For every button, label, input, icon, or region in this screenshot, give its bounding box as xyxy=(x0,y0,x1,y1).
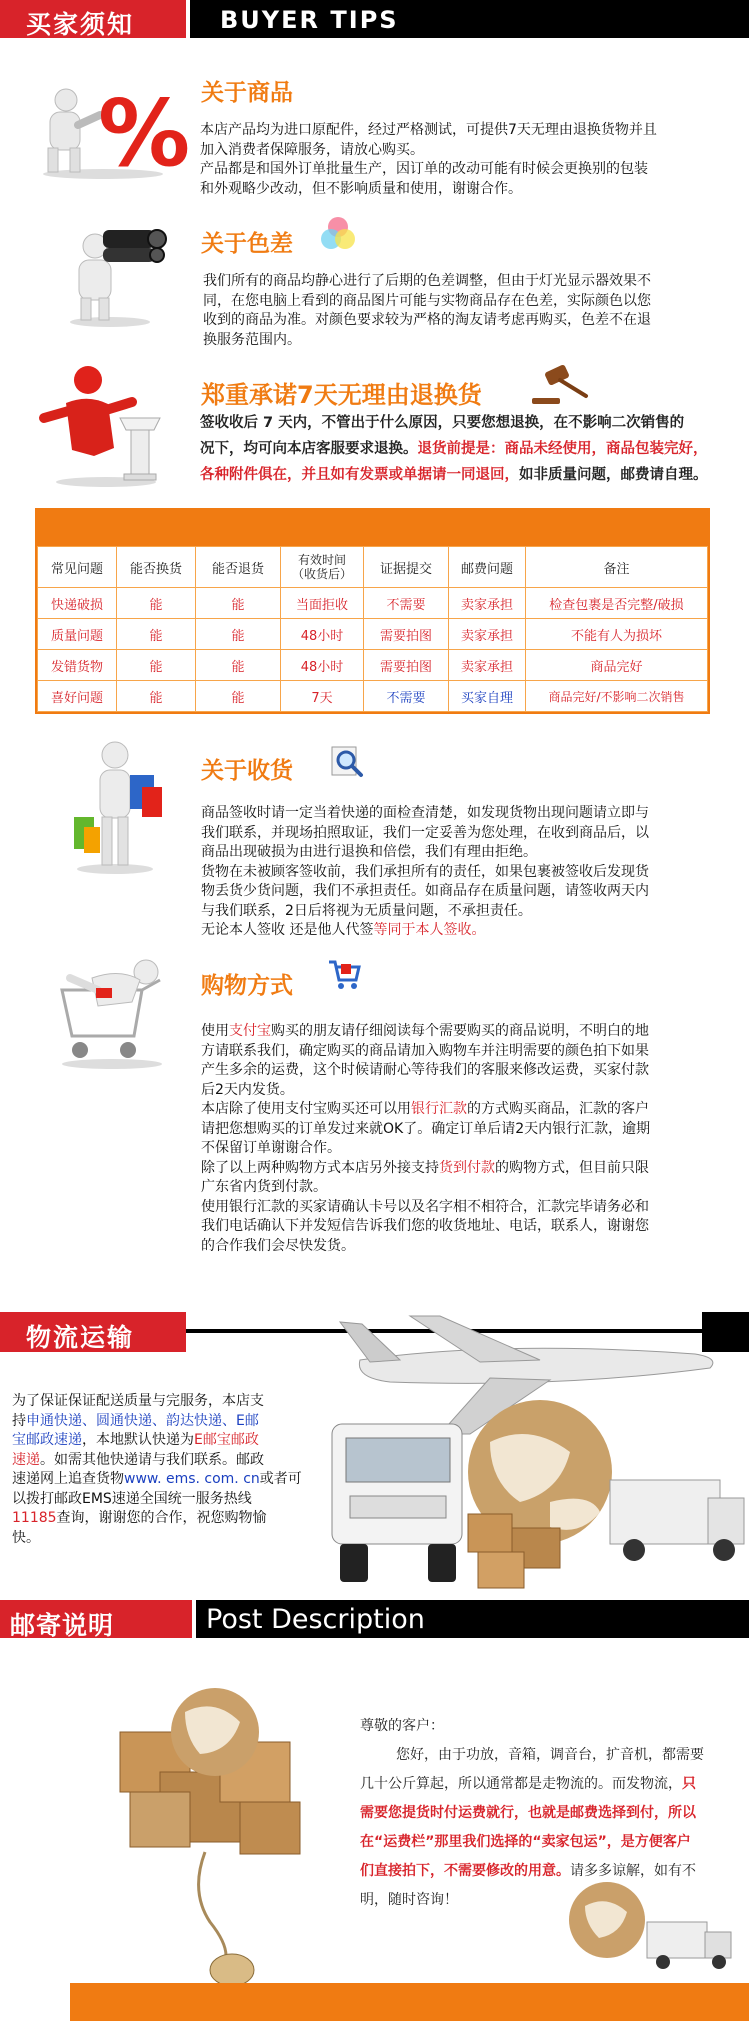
default-courier-highlight: E邮宝邮政 xyxy=(194,1432,259,1448)
exchange-cell: 能 xyxy=(117,650,196,681)
courier-list-highlight: 申通快递、圆通快递、韵达快递、E邮 xyxy=(26,1412,259,1429)
time-cell: 48小时 xyxy=(281,619,364,650)
about-goods-line: 产品都是和国外订单批量生产，因订单的改动可能有时候会更换别的包装 xyxy=(200,161,648,177)
logistics-line: 为了保证保证配送质量与完服务，本店支 xyxy=(12,1393,264,1409)
post-l2a: 几十公斤算起，所以通常都是走物流的。而发物流， xyxy=(360,1776,682,1792)
shopping-line: 使用银行汇款的买家请确认卡号以及名字相不相符合，汇款完毕请务必和 xyxy=(201,1198,649,1215)
color-diff-text xyxy=(203,272,733,350)
table-header-cell: 能否退货 xyxy=(196,547,281,588)
post-no-modify-red: 们直接拍下，不需要修改的用意。 xyxy=(360,1863,570,1879)
refund-cell: 能 xyxy=(196,650,281,681)
cart-icon xyxy=(326,956,362,992)
table-row xyxy=(38,650,708,681)
shopping-p2b: 的方式购买商品，汇款的客户 xyxy=(467,1101,649,1117)
post-line: 明，随时咨询！ xyxy=(360,1892,458,1908)
color-diff-line: 我们所有的商品均静心进行了后期的色差调整，但由于灯光显示器效果不 xyxy=(203,273,651,289)
post-pay-on-delivery-red: 需要您提货时付运费就行，也就是邮费选择到付，所以 xyxy=(360,1805,696,1821)
shopping-p3a: 除了以上两种购物方式本店另外接支持 xyxy=(201,1159,439,1176)
boxes-globe-mouse-illustration xyxy=(100,1672,320,1992)
return-attachments-red: 各种附件俱在，并且如有发票或单据请一同退回， xyxy=(200,467,519,483)
receiving-title: 关于收货 xyxy=(201,758,293,784)
table-header-cell: 邮费问题 xyxy=(449,547,526,588)
return-promise-line2: 况下，均可向本店客服要求退换。 xyxy=(200,441,418,457)
receiving-line: 商品签收时请一定当着快递的面检查清楚，如发现货物出现问题请立即与 xyxy=(201,805,649,821)
header-cn-title: 买家须知 xyxy=(26,10,135,39)
shopping-line: 我们电话确认下并发短信告诉我们您的收货地址、电话，联系人，谢谢您 xyxy=(201,1218,649,1234)
color-diff-line: 换服务范围内。 xyxy=(203,331,301,348)
table-header-cell: 证据提交 xyxy=(364,547,449,588)
shopping-line: 请把您想购买的订单发过来就OK了。确定订单后请2天内银行汇款，逾期 xyxy=(201,1120,651,1137)
logistics-t7b: 查询，谢谢您的合作，祝您购物愉 xyxy=(56,1510,267,1526)
post-cn-title: 邮寄说明 xyxy=(10,1611,115,1640)
binoculars-figure-illustration xyxy=(55,218,175,328)
header-en-banner xyxy=(190,0,749,38)
problem-cell: 喜好问题 xyxy=(38,681,117,712)
shopping-bags-figure-illustration xyxy=(60,735,170,875)
post-en-title: Post Description xyxy=(206,1604,425,1635)
receiving-text xyxy=(201,804,736,941)
return-condition-red: 退货前提是：商品未经使用，商品包装完好， xyxy=(417,441,708,457)
hotline-number: 11185 xyxy=(12,1510,57,1526)
color-circles-icon xyxy=(318,214,358,254)
shopping-line: 不保留订单谢谢合作。 xyxy=(201,1140,341,1156)
receiving-line: 物丢货少货问题，我们不承担责任。如商品存在质量问题，请签收两天内 xyxy=(201,883,649,899)
ems-website-link[interactable]: www. ems. com. cn xyxy=(124,1471,260,1487)
table-header-cell: 有效时间 （收货后） xyxy=(281,547,364,588)
post-l2-red: 只 xyxy=(682,1776,696,1792)
about-goods-title: 关于商品 xyxy=(201,80,293,106)
shopping-p1a: 使用 xyxy=(201,1023,229,1039)
receiving-line: 货物在未被顾客签收前，我们承担所有的责任，如果包裹被签收后发现货 xyxy=(201,863,649,880)
percent-figure-illustration xyxy=(28,70,191,187)
table-header-cell: 能否换货 xyxy=(117,547,196,588)
color-diff-title: 关于色差 xyxy=(201,231,293,257)
post-line: 您好，由于功放，音箱，调音台，扩音机，都需要 xyxy=(396,1747,704,1763)
color-diff-line: 收到的商品为准。对颜色要求较为严格的淘友请考虑再购买，色差不在退 xyxy=(203,312,651,328)
header-en-title: BUYER TIPS xyxy=(220,6,399,34)
shopping-line: 广东省内货到付款。 xyxy=(201,1179,327,1195)
table-header-cell: 备注 xyxy=(526,547,708,588)
post-en-banner xyxy=(196,1600,749,1638)
courier-list-highlight-2: 宝邮政速递 xyxy=(12,1432,82,1448)
evidence-cell: 不需要 xyxy=(364,681,449,712)
return-postage-note: 如非质量问题，邮费请自理。 xyxy=(519,467,708,483)
logistics-line: 以拨打邮政EMS速递全国统一服务热线 xyxy=(12,1490,252,1507)
svg-text:%: % xyxy=(98,80,191,187)
evidence-cell: 需要拍图 xyxy=(364,619,449,650)
table-row xyxy=(38,619,708,650)
return-promise-text xyxy=(200,410,740,488)
small-globe-truck-illustration xyxy=(555,1878,740,1978)
shopping-p3b: 的购物方式，但目前只限 xyxy=(495,1159,649,1176)
shopping-line: 产生多余的运费，这个时候请耐心等待我们的客服来修改运费，买家付款 xyxy=(201,1062,649,1078)
refund-cell: 能 xyxy=(196,588,281,619)
bank-transfer-highlight: 银行汇款 xyxy=(411,1101,467,1117)
logistics-t3b: ，本地默认快递为 xyxy=(82,1432,194,1448)
logistics-t2a: 持 xyxy=(12,1412,26,1429)
logistics-t5b: 或者可 xyxy=(259,1471,302,1487)
evidence-cell: 不需要 xyxy=(364,588,449,619)
shopping-p1b: 购买的朋友请仔细阅读每个需要购买的商品说明，不明白的地 xyxy=(271,1023,649,1039)
exchange-cell: 能 xyxy=(117,619,196,650)
shopping-line: 的合作我们会尽快发货。 xyxy=(201,1237,355,1254)
postage-cell: 卖家承担 xyxy=(449,588,526,619)
post-seller-shipping-red: 在“运费栏”那里我们选择的“卖家包运”，是方便客户 xyxy=(360,1834,691,1850)
table-header-cell: 常见问题 xyxy=(38,547,117,588)
logistics-line: 快。 xyxy=(12,1529,40,1546)
note-cell: 不能有人为损坏 xyxy=(526,619,708,650)
bottom-orange-bar xyxy=(70,1983,749,2021)
receiving-sign-red: 等同于本人签收。 xyxy=(373,922,486,938)
gavel-icon xyxy=(528,362,598,407)
shopping-text xyxy=(201,1022,736,1256)
postage-cell: 卖家承担 xyxy=(449,619,526,650)
about-goods-line: 加入消费者保障服务，请放心购买。 xyxy=(200,141,424,158)
table-header-row xyxy=(38,547,708,588)
about-goods-line: 本店产品均为进口原配件，经过严格测试，可提供7天无理由退换货物并且 xyxy=(200,122,657,138)
postage-cell: 卖家承担 xyxy=(449,650,526,681)
note-cell: 商品完好/不影响二次销售 xyxy=(526,681,708,712)
refund-cell: 能 xyxy=(196,681,281,712)
logistics-t4b: 。如需其他快递请与我们联系。邮政 xyxy=(40,1451,264,1468)
logistics-t5a: 速递网上追查货物 xyxy=(12,1471,124,1487)
return-promise-title: 郑重承诺7天无理由退换货 xyxy=(201,381,482,409)
time-cell: 7天 xyxy=(281,681,364,712)
exchange-cell: 能 xyxy=(117,588,196,619)
receiving-line: 与我们联系，2日后将视为无质量问题，不承担责任。 xyxy=(201,902,532,919)
exchange-cell: 能 xyxy=(117,681,196,712)
logistics-banner xyxy=(0,1312,186,1352)
table-row xyxy=(38,588,708,619)
post-l5b: 请多多谅解，如有不 xyxy=(570,1863,696,1879)
header-cn-banner xyxy=(0,0,186,38)
table-row xyxy=(38,681,708,712)
refund-cell: 能 xyxy=(196,619,281,650)
shopping-line: 方请联系我们，确定购买的商品请加入购物车并注明需要的颜色拍下如果 xyxy=(201,1042,649,1059)
time-cell: 48小时 xyxy=(281,650,364,681)
note-cell: 商品完好 xyxy=(526,650,708,681)
shopping-p2a: 本店除了使用支付宝购买还可以用 xyxy=(201,1101,411,1117)
postage-cell: 买家自理 xyxy=(449,681,526,712)
shopping-line: 后2天内发货。 xyxy=(201,1081,294,1098)
receiving-line: 商品出现破损为由进行退换和倍偿，我们有理由拒绝。 xyxy=(201,844,537,860)
default-courier-highlight-2: 速递 xyxy=(12,1451,40,1468)
about-goods-text xyxy=(200,121,730,199)
receiving-sign-note: 无论本人签收 还是他人代签 xyxy=(201,922,374,938)
red-figure-podium-illustration xyxy=(36,358,176,488)
receiving-line: 我们联系，并现场拍照取证，我们一定妥善为您处理，在收到商品后，以 xyxy=(201,824,649,841)
post-greeting: 尊敬的客户： xyxy=(360,1718,444,1734)
cod-highlight: 货到付款 xyxy=(439,1159,495,1176)
evidence-cell: 需要拍图 xyxy=(364,650,449,681)
shopping-cart-figure-illustration xyxy=(42,950,182,1070)
time-cell: 当面拒收 xyxy=(281,588,364,619)
policy-table-header-bar xyxy=(35,508,710,546)
problem-cell: 质量问题 xyxy=(38,619,117,650)
color-diff-line: 同，在您电脑上看到的商品图片可能与实物商品存在色差，实际颜色以您 xyxy=(203,292,651,309)
about-goods-line: 和外观略少改动，但不影响质量和使用，谢谢合作。 xyxy=(200,180,522,197)
note-cell: 检查包裹是否完整/破损 xyxy=(526,588,708,619)
post-cn-banner xyxy=(0,1600,192,1638)
problem-cell: 发错货物 xyxy=(38,650,117,681)
plane-truck-globe-illustration xyxy=(300,1302,749,1602)
policy-table-wrapper xyxy=(35,546,710,714)
alipay-highlight: 支付宝 xyxy=(229,1023,271,1039)
policy-table xyxy=(37,546,708,712)
logistics-text xyxy=(12,1392,307,1548)
logistics-banner-title: 物流运输 xyxy=(26,1323,135,1352)
return-promise-line1: 签收收后 7 天内，不管出于什么原因，只要您想退换，在不影响二次销售的 xyxy=(200,415,685,431)
magnifier-icon xyxy=(330,745,364,779)
shopping-title: 购物方式 xyxy=(201,973,293,999)
problem-cell: 快递破损 xyxy=(38,588,117,619)
